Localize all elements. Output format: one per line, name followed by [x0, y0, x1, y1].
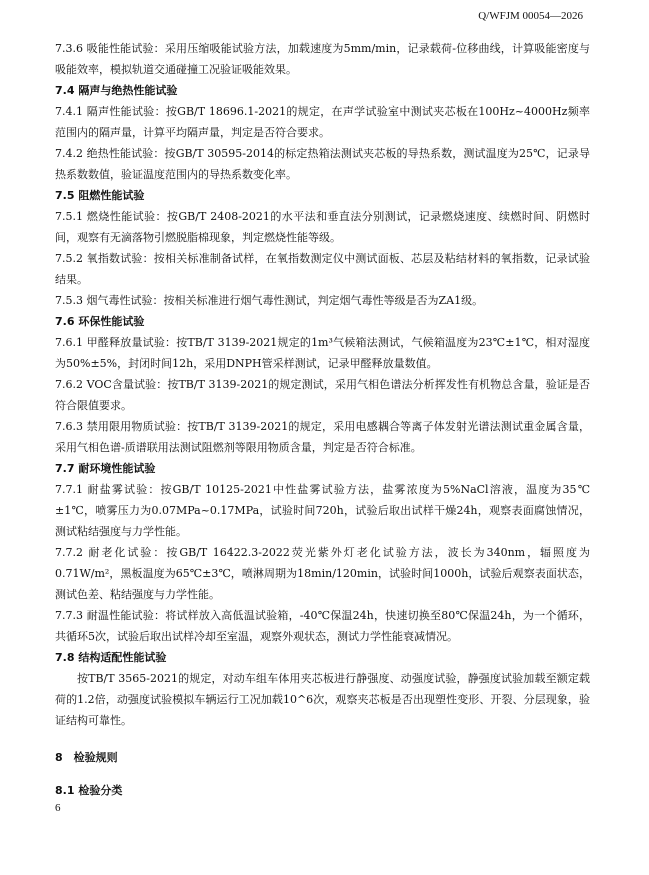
paragraph-7-7-2: 7.7.2 耐老化试验：按GB/T 16422.3-2022荧光紫外灯老化试验方法，波长为340nm，辐照度为0.71W/m²，黑板温度为65℃±3℃，喷淋周期为18min/120min，试验时间1000h，试验后观察表面状态，测试色差、粘结强度与力学性能。 — [55, 546, 590, 601]
paragraph-7-5-2: 7.5.2 氧指数试验：按相关标准制备试样，在氧指数测定仪中测试面板、芯层及粘结材料的氧指数，记录试验结果。 — [55, 252, 590, 286]
document-body — [55, 38, 590, 801]
document-id: Q/WFJM 00054—2026 — [478, 10, 583, 22]
paragraph-7-4-2: 7.4.2 绝热性能试验：按GB/T 30595-2014的标定热箱法测试夹芯板的导热系数，测试温度为25℃，记录导热系数数值，验证温度范围内的导热系数变化率。 — [55, 147, 590, 181]
paragraph-7-5-1: 7.5.1 燃烧性能试验：按GB/T 2408-2021的水平法和垂直法分别测试，记录燃烧速度、续燃时间、阴燃时间，观察有无滴落物引燃脱脂棉现象，判定燃烧性能等级。 — [55, 210, 590, 244]
paragraph-7-6-3: 7.6.3 禁用限用物质试验：按TB/T 3139-2021的规定，采用电感耦合等离子体发射光谱法测试重金属含量，采用气相色谱-质谱联用法测试阻燃剂等限用物质含量，判定是否符合标准。 — [55, 420, 590, 454]
paragraph-7-7-1: 7.7.1 耐盐雾试验：按GB/T 10125-2021中性盐雾试验方法，盐雾浓度为5%NaCl溶液，温度为35℃±1℃，喷雾压力为0.07MPa~0.17MPa，试验时间720h，试验后取出试样干燥24h，观察表面腐蚀情况，测试粘结强度与力学性能。 — [55, 483, 590, 538]
heading-7-6: 7.6 环保性能试验 — [55, 315, 145, 328]
paragraph-7-7-3: 7.7.3 耐温性能试验：将试样放入高低温试验箱，-40℃保温24h，快速切换至80℃保温24h，为一个循环，共循环5次，试验后取出试样冷却至室温，观察外观状态，测试力学性能衰减情况。 — [55, 609, 590, 643]
heading-7-5: 7.5 阻燃性能试验 — [55, 189, 145, 202]
heading-7-8: 7.8 结构适配性能试验 — [55, 651, 167, 664]
spacer — [55, 731, 590, 747]
page-number: 6 — [55, 802, 61, 814]
heading-8: 8 检验规则 — [55, 751, 118, 764]
paragraph-7-8: 按TB/T 3565-2021的规定，对动车组车体用夹芯板进行静强度、动强度试验，静强度试验加载至额定载荷的1.2倍，动强度试验模拟车辆运行工况加载10^6次，观察夹芯板是否出现塑性变形、开裂、分层现象，验证结构可靠性。 — [55, 672, 590, 727]
heading-7-4: 7.4 隔声与绝热性能试验 — [55, 84, 178, 97]
paragraph-7-3-6: 7.3.6 吸能性能试验：采用压缩吸能试验方法，加载速度为5mm/min，记录载荷-位移曲线，计算吸能密度与吸能效率，模拟轨道交通碰撞工况验证吸能效果。 — [55, 42, 590, 76]
paragraph-7-5-3: 7.5.3 烟气毒性试验：按相关标准进行烟气毒性测试，判定烟气毒性等级是否为ZA1级。 — [55, 294, 484, 307]
paragraph-7-6-1: 7.6.1 甲醛释放量试验：按TB/T 3139-2021规定的1m³气候箱法测试，气候箱温度为23℃±1℃，相对湿度为50%±5%，封闭时间12h，采用DNPH管采样测试，记录甲醛释放量数值。 — [55, 336, 590, 370]
heading-7-7: 7.7 耐环境性能试验 — [55, 462, 156, 475]
paragraph-7-4-1: 7.4.1 隔声性能试验：按GB/T 18696.1-2021的规定，在声学试验室中测试夹芯板在100Hz~4000Hz频率范围内的隔声量，计算平均隔声量，判定是否符合要求。 — [55, 105, 590, 139]
spacer — [55, 768, 590, 780]
heading-8-1: 8.1 检验分类 — [55, 784, 123, 797]
paragraph-7-6-2: 7.6.2 VOC含量试验：按TB/T 3139-2021的规定测试，采用气相色谱法分析挥发性有机物总含量，验证是否符合限值要求。 — [55, 378, 590, 412]
